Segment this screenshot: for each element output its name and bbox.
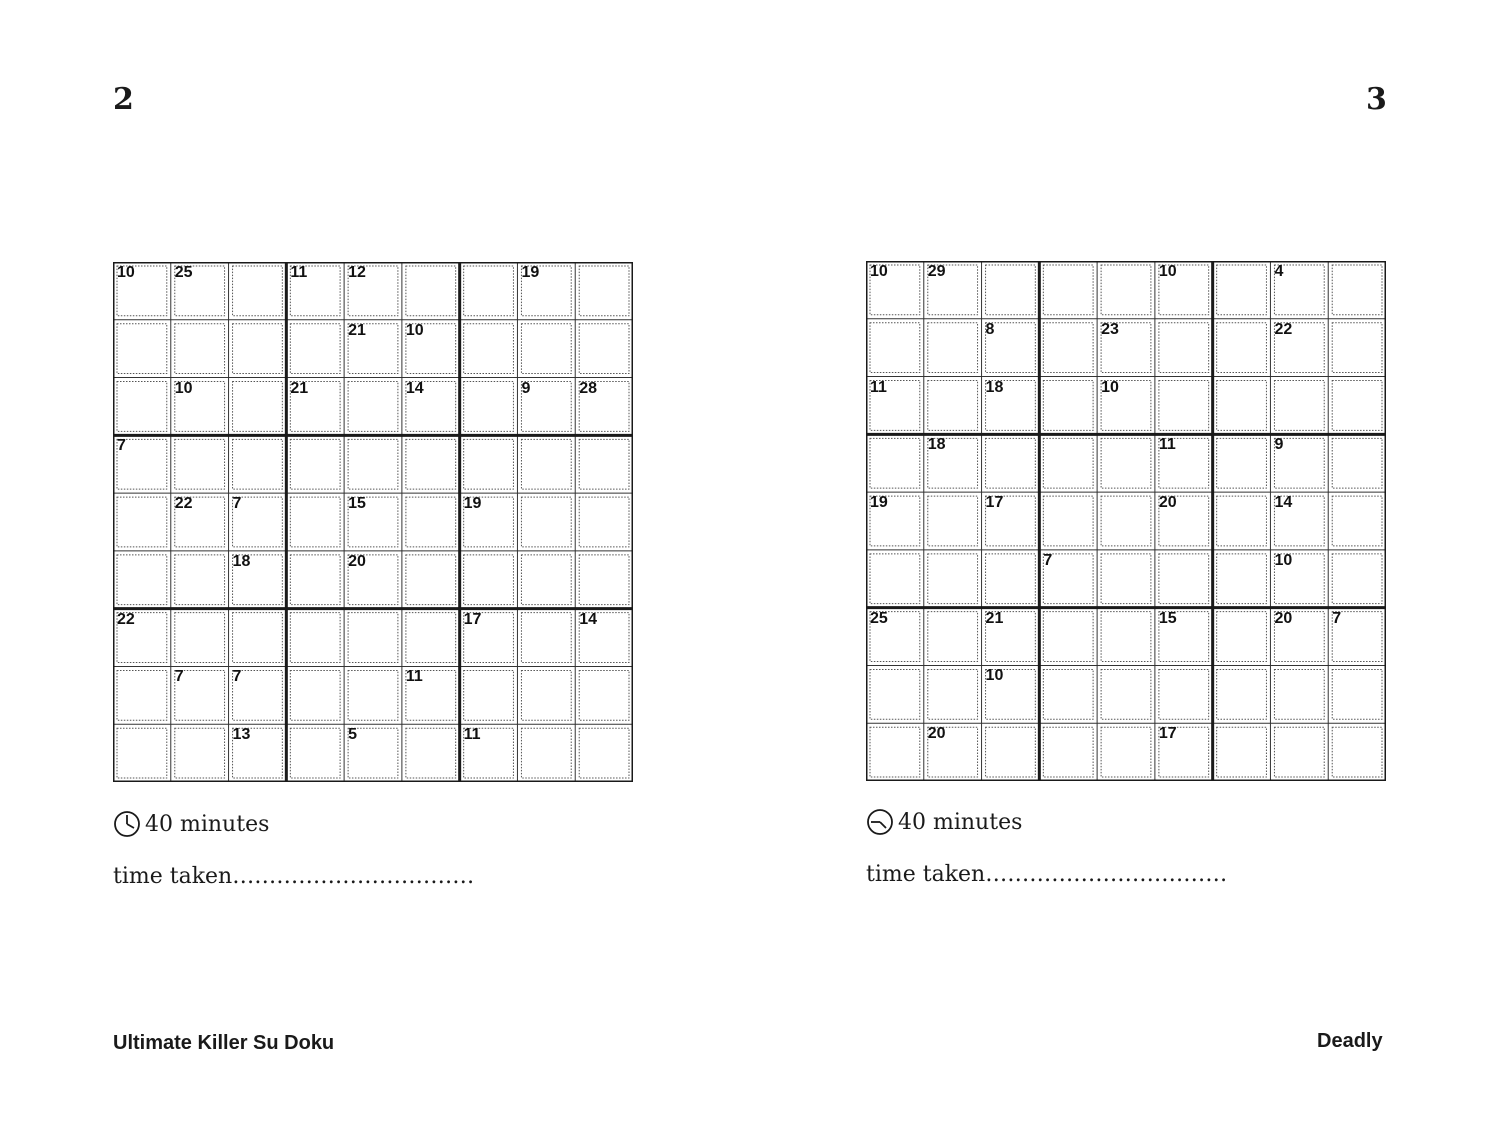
sudoku-cell[interactable]: [286, 320, 344, 378]
sudoku-cell[interactable]: [1155, 550, 1213, 608]
sudoku-cell[interactable]: [460, 435, 518, 493]
sudoku-cell[interactable]: [575, 724, 633, 782]
clock-icon: [113, 810, 141, 838]
cage-sum-clue: 23: [1101, 320, 1119, 338]
puzzle-grid-left: [113, 262, 633, 782]
sudoku-cell[interactable]: [229, 262, 287, 320]
page-number-left: 2: [113, 82, 134, 117]
sudoku-cell[interactable]: [1213, 492, 1271, 550]
cage-sum-clue: 21: [985, 609, 1004, 627]
sudoku-cell[interactable]: [286, 493, 344, 551]
sudoku-cell[interactable]: [1213, 377, 1271, 435]
sudoku-cell[interactable]: [229, 435, 287, 493]
sudoku-cell[interactable]: [517, 551, 575, 609]
sudoku-cell[interactable]: [866, 723, 924, 781]
cage-sum-clue: 7: [1043, 551, 1053, 569]
sudoku-cell[interactable]: [1213, 550, 1271, 608]
cage-sum-clue: 10: [1274, 551, 1293, 569]
sudoku-cell[interactable]: [113, 493, 171, 551]
sudoku-cell[interactable]: [1097, 261, 1155, 319]
sudoku-cell[interactable]: [866, 665, 924, 723]
cage-sum-clue: 7: [232, 668, 242, 686]
sudoku-cell[interactable]: [402, 609, 460, 667]
cage-sum-clue: 22: [117, 610, 135, 628]
sudoku-cell[interactable]: [924, 665, 982, 723]
sudoku-cell[interactable]: [1328, 319, 1386, 377]
cage-sum-clue: 14: [579, 610, 598, 628]
page-number-right: 3: [1366, 82, 1387, 117]
cage-sum-clue: 11: [405, 668, 423, 686]
sudoku-cell[interactable]: [517, 320, 575, 378]
cage-sum-clue: 10: [405, 321, 424, 339]
cage-sum-clue: 9: [521, 379, 531, 397]
cage-sum-clue: 19: [463, 495, 482, 513]
cage-sum-clue: 10: [1158, 263, 1177, 280]
sudoku-cell[interactable]: [924, 550, 982, 608]
cage-sum-clue: 17: [985, 494, 1004, 512]
cage-sum-clue: 8: [985, 320, 995, 338]
sudoku-cell[interactable]: [982, 723, 1040, 781]
sudoku-cell[interactable]: [171, 320, 229, 378]
sudoku-cell[interactable]: [1270, 665, 1328, 723]
sudoku-cell[interactable]: [460, 262, 518, 320]
time-taken-label: time taken: [113, 864, 233, 889]
sudoku-cell[interactable]: [113, 320, 171, 378]
sudoku-cell[interactable]: [1328, 377, 1386, 435]
sudoku-cell[interactable]: [575, 551, 633, 609]
sudoku-cell[interactable]: [402, 262, 460, 320]
cage-sum-clue: 22: [174, 495, 193, 513]
cage-sum-clue: 14: [405, 379, 424, 397]
sudoku-cell[interactable]: [1328, 723, 1386, 781]
difficulty-footer: Deadly: [1317, 1030, 1383, 1052]
sudoku-cell[interactable]: [1097, 608, 1155, 666]
sudoku-cell[interactable]: [171, 609, 229, 667]
cage-sum-clue: 11: [463, 726, 481, 744]
time-limit-left: [113, 810, 269, 838]
sudoku-cell[interactable]: [344, 666, 402, 724]
sudoku-cell[interactable]: [982, 434, 1040, 492]
cage-sum-clue: 4: [1274, 263, 1284, 280]
sudoku-cell[interactable]: [402, 493, 460, 551]
sudoku-cell[interactable]: [1270, 723, 1328, 781]
sudoku-cell[interactable]: [1213, 608, 1271, 666]
sudoku-cell[interactable]: [1155, 665, 1213, 723]
sudoku-cell[interactable]: [229, 378, 287, 436]
cage-sum-clue: 18: [985, 378, 1004, 396]
sudoku-cell[interactable]: [1328, 550, 1386, 608]
book-title-footer: Ultimate Killer Su Doku: [113, 1032, 335, 1054]
cage-sum-clue: 11: [870, 378, 887, 396]
cage-sum-clue: 7: [117, 437, 126, 455]
sudoku-cell[interactable]: [517, 724, 575, 782]
cage-sum-clue: 15: [348, 495, 366, 513]
cage-sum-clue: 29: [927, 263, 946, 280]
sudoku-cell[interactable]: [1328, 434, 1386, 492]
cage-sum-clue: 15: [1158, 609, 1177, 627]
cage-sum-clue: 10: [174, 379, 193, 397]
sudoku-cell[interactable]: [1097, 434, 1155, 492]
cage-sum-clue: 20: [1274, 609, 1293, 627]
sudoku-cell[interactable]: [402, 551, 460, 609]
sudoku-cell[interactable]: [1213, 723, 1271, 781]
time-limit-text: 40 minutes: [145, 811, 270, 837]
time-taken-field[interactable]: ……………………………: [232, 864, 475, 889]
time-taken-left: [113, 864, 474, 889]
cage-sum-clue: 10: [1101, 378, 1119, 396]
sudoku-cell[interactable]: [1039, 261, 1097, 319]
sudoku-cell[interactable]: [1039, 319, 1097, 377]
sudoku-cell[interactable]: [1155, 377, 1213, 435]
sudoku-cell[interactable]: [460, 320, 518, 378]
cage-sum-clue: 7: [232, 495, 242, 513]
cage-sum-clue: 28: [579, 379, 598, 397]
sudoku-cell[interactable]: [113, 666, 171, 724]
sudoku-cell[interactable]: [286, 435, 344, 493]
killer-sudoku-puzzle-right: [866, 261, 1386, 781]
sudoku-cell[interactable]: [1328, 492, 1386, 550]
sudoku-cell[interactable]: [1097, 550, 1155, 608]
sudoku-cell[interactable]: [1213, 319, 1271, 377]
cage-sum-clue: 20: [927, 725, 946, 743]
cage-sum-clue: 11: [290, 264, 308, 281]
sudoku-cell[interactable]: [171, 724, 229, 782]
time-taken-right: [866, 862, 1227, 887]
sudoku-cell[interactable]: [229, 609, 287, 667]
time-limit-text: 40 minutes: [898, 809, 1023, 835]
sudoku-cell[interactable]: [460, 551, 518, 609]
sudoku-cell[interactable]: [575, 262, 633, 320]
cage-sum-clue: 18: [927, 436, 946, 454]
cage-sum-clue: 14: [1274, 494, 1293, 512]
sudoku-cell[interactable]: [1039, 723, 1097, 781]
killer-sudoku-puzzle-left: [113, 262, 633, 782]
sudoku-cell[interactable]: [460, 378, 518, 436]
sudoku-cell[interactable]: [402, 435, 460, 493]
cage-sum-clue: 17: [1158, 725, 1177, 743]
cage-sum-clue: 9: [1274, 436, 1284, 454]
sudoku-cell[interactable]: [286, 551, 344, 609]
sudoku-cell[interactable]: [924, 319, 982, 377]
cage-sum-clue: 7: [174, 668, 184, 686]
time-limit-right: [866, 808, 1022, 836]
sudoku-cell[interactable]: [982, 550, 1040, 608]
sudoku-cell[interactable]: [1328, 261, 1386, 319]
sudoku-cell[interactable]: [1270, 377, 1328, 435]
cage-sum-clue: 21: [290, 379, 309, 397]
sudoku-cell[interactable]: [982, 261, 1040, 319]
sudoku-cell[interactable]: [344, 435, 402, 493]
sudoku-cell[interactable]: [517, 493, 575, 551]
sudoku-cell[interactable]: [575, 320, 633, 378]
sudoku-cell[interactable]: [402, 724, 460, 782]
sudoku-cell[interactable]: [575, 435, 633, 493]
cage-sum-clue: 20: [1158, 494, 1177, 512]
sudoku-cell[interactable]: [1328, 665, 1386, 723]
cage-sum-clue: 11: [1158, 436, 1176, 454]
cage-sum-clue: 18: [232, 552, 251, 570]
time-taken-field[interactable]: ……………………………: [985, 862, 1228, 887]
time-taken-label: time taken: [866, 862, 986, 887]
sudoku-cell[interactable]: [229, 320, 287, 378]
sudoku-cell[interactable]: [1213, 261, 1271, 319]
sudoku-cell[interactable]: [924, 377, 982, 435]
cage-sum-clue: 20: [348, 552, 366, 570]
clock-icon: [866, 808, 894, 836]
sudoku-cell[interactable]: [1039, 492, 1097, 550]
sudoku-cell[interactable]: [1039, 377, 1097, 435]
sudoku-cell[interactable]: [517, 435, 575, 493]
cage-sum-clue: 7: [1332, 609, 1342, 627]
sudoku-cell[interactable]: [113, 724, 171, 782]
sudoku-cell[interactable]: [1039, 608, 1097, 666]
puzzle-grid-right: [866, 261, 1386, 781]
cage-sum-clue: 17: [463, 610, 482, 628]
sudoku-cell[interactable]: [866, 550, 924, 608]
cage-sum-clue: 10: [870, 263, 888, 280]
sudoku-cell[interactable]: [1039, 665, 1097, 723]
sudoku-cell[interactable]: [286, 666, 344, 724]
sudoku-cell[interactable]: [575, 493, 633, 551]
sudoku-cell[interactable]: [171, 551, 229, 609]
cage-sum-clue: 19: [521, 264, 540, 281]
sudoku-cell[interactable]: [1097, 723, 1155, 781]
sudoku-cell[interactable]: [113, 551, 171, 609]
sudoku-cell[interactable]: [171, 435, 229, 493]
sudoku-cell[interactable]: [460, 666, 518, 724]
sudoku-cell[interactable]: [286, 724, 344, 782]
cage-sum-clue: 21: [348, 321, 366, 339]
cage-sum-clue: 12: [348, 264, 366, 281]
sudoku-cell[interactable]: [866, 319, 924, 377]
sudoku-cell[interactable]: [866, 434, 924, 492]
cage-sum-clue: 10: [985, 667, 1004, 685]
sudoku-cell[interactable]: [344, 378, 402, 436]
sudoku-cell[interactable]: [575, 666, 633, 724]
cage-sum-clue: 19: [870, 494, 888, 512]
sudoku-cell[interactable]: [1213, 665, 1271, 723]
sudoku-cell[interactable]: [1039, 434, 1097, 492]
cage-sum-clue: 5: [348, 726, 358, 744]
cage-sum-clue: 10: [117, 264, 135, 281]
sudoku-cell[interactable]: [924, 608, 982, 666]
sudoku-cell[interactable]: [286, 609, 344, 667]
sudoku-cell[interactable]: [517, 666, 575, 724]
sudoku-cell[interactable]: [924, 492, 982, 550]
cage-sum-clue: 25: [174, 264, 193, 281]
sudoku-cell[interactable]: [1155, 319, 1213, 377]
cage-sum-clue: 25: [870, 609, 888, 627]
sudoku-cell[interactable]: [113, 378, 171, 436]
cage-sum-clue: 13: [232, 726, 251, 744]
sudoku-cell[interactable]: [517, 609, 575, 667]
sudoku-cell[interactable]: [344, 609, 402, 667]
sudoku-cell[interactable]: [1097, 665, 1155, 723]
cage-sum-clue: 22: [1274, 320, 1293, 338]
sudoku-cell[interactable]: [1097, 492, 1155, 550]
sudoku-cell[interactable]: [1213, 434, 1271, 492]
